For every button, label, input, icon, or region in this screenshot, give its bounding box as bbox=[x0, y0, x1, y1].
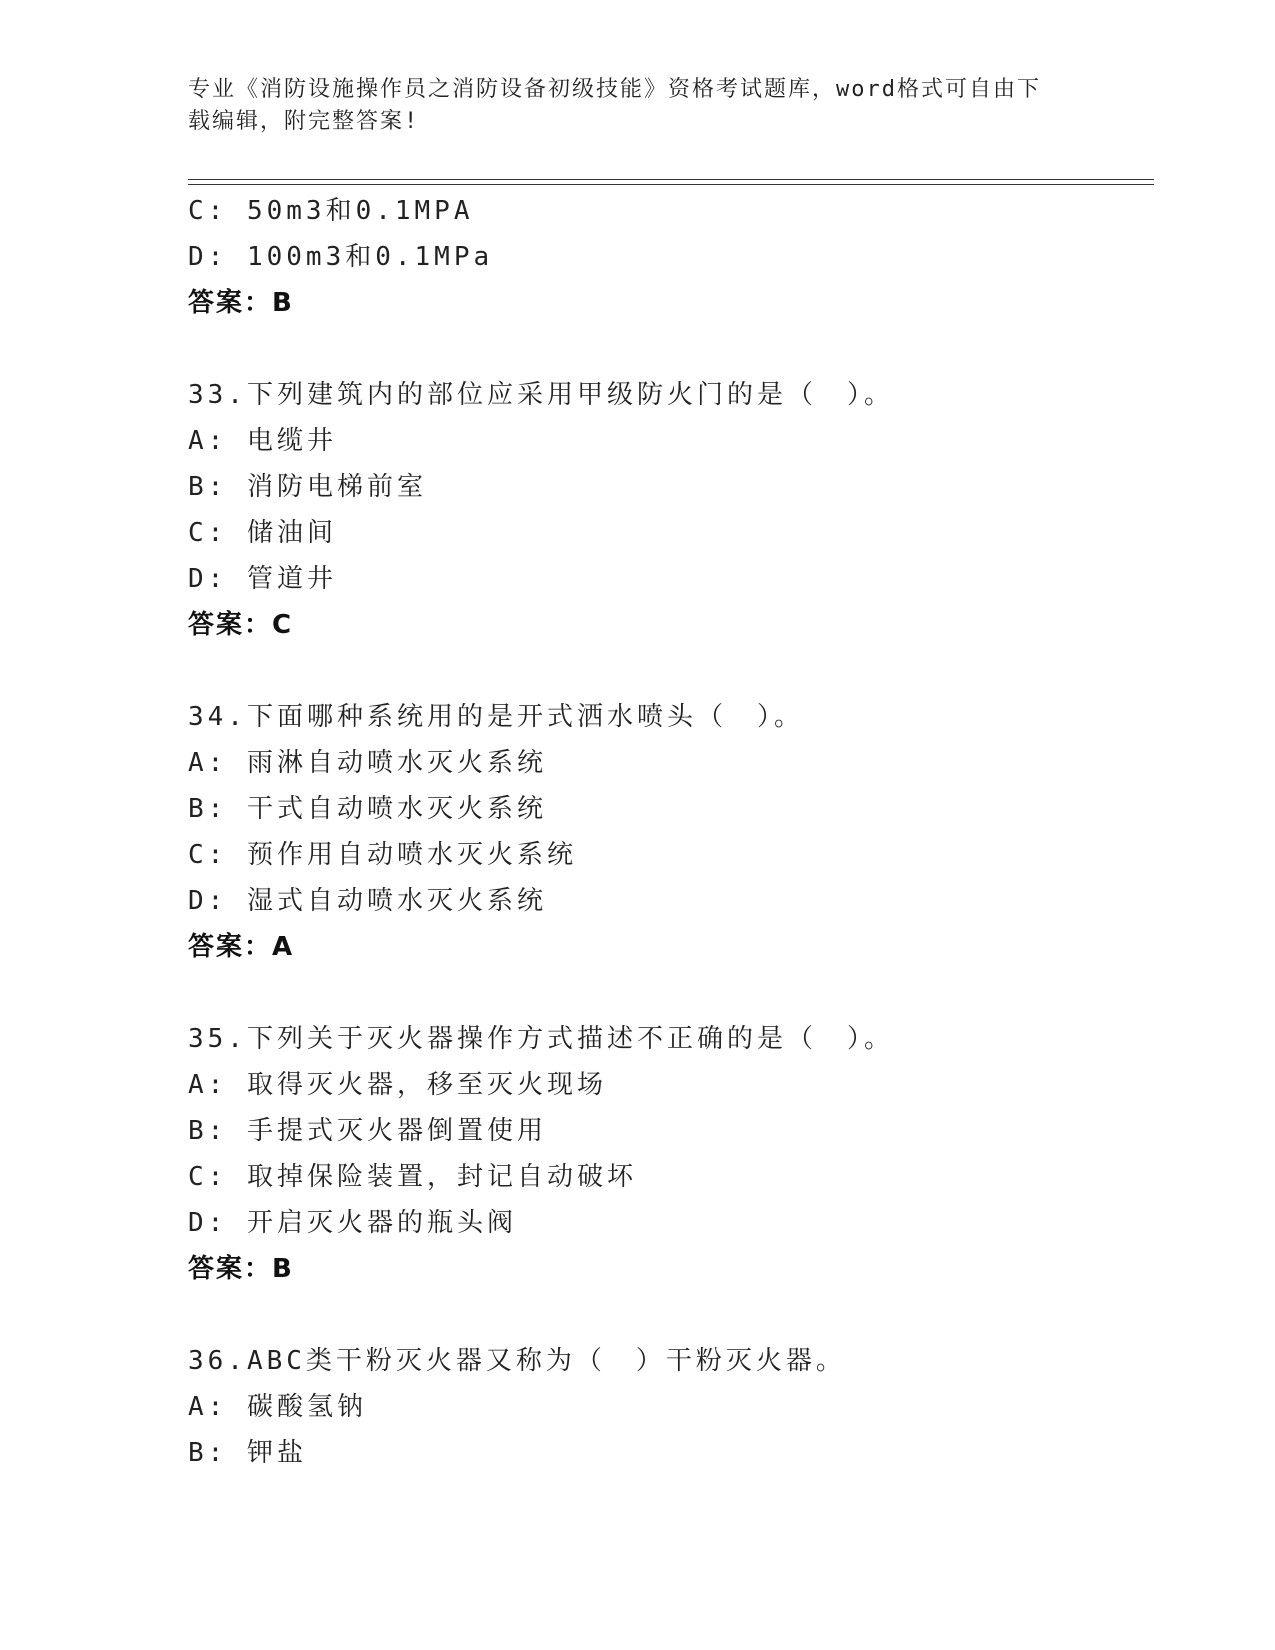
option-c: C: 储油间 bbox=[188, 518, 337, 548]
option-d: D: 开启灭火器的瓶头阀 bbox=[188, 1208, 517, 1238]
question-stem: 34.下面哪种系统用的是开式洒水喷头（ ）。 bbox=[188, 702, 804, 732]
option-a: A: 电缆井 bbox=[188, 426, 337, 456]
answer: 答案：B bbox=[188, 288, 294, 318]
option-b: B: 干式自动喷水灭火系统 bbox=[188, 794, 547, 824]
option-a: A: 取得灭火器，移至灭火现场 bbox=[188, 1070, 607, 1100]
option-d: D: 湿式自动喷水灭火系统 bbox=[188, 886, 547, 916]
option-a: A: 雨淋自动喷水灭火系统 bbox=[188, 748, 547, 778]
document-body bbox=[188, 188, 1154, 1476]
question-36 bbox=[188, 1338, 1154, 1476]
option-c: C: 预作用自动喷水灭火系统 bbox=[188, 840, 577, 870]
header-divider bbox=[188, 179, 1154, 185]
option-c: C: 取掉保险装置，封记自动破坏 bbox=[188, 1162, 637, 1192]
option-b: B: 手提式灭火器倒置使用 bbox=[188, 1116, 547, 1146]
option-b: B: 钾盐 bbox=[188, 1438, 307, 1468]
question-33 bbox=[188, 372, 1154, 648]
question-stem: 35.下列关于灭火器操作方式描述不正确的是（ ）。 bbox=[188, 1024, 894, 1054]
question-34 bbox=[188, 694, 1154, 970]
question-stem: 36.ABC类干粉灭火器又称为（ ）干粉灭火器。 bbox=[188, 1346, 846, 1376]
option-b: B: 消防电梯前室 bbox=[188, 472, 427, 502]
carryover-block bbox=[188, 188, 1154, 326]
page-header bbox=[188, 74, 1088, 138]
option-c: C: 50m3和0.1MPA bbox=[188, 196, 474, 226]
question-stem: 33.下列建筑内的部位应采用甲级防火门的是（ ）。 bbox=[188, 380, 894, 410]
option-d: D: 100m3和0.1MPa bbox=[188, 242, 494, 272]
answer: 答案：B bbox=[188, 1254, 294, 1284]
option-d: D: 管道井 bbox=[188, 564, 337, 594]
answer: 答案：A bbox=[188, 932, 295, 962]
header-line-1: 专业《消防设施操作员之消防设备初级技能》资格考试题库，word格式可自由下 bbox=[188, 77, 1041, 102]
answer: 答案：C bbox=[188, 610, 294, 640]
header-line-2: 载编辑，附完整答案! bbox=[188, 109, 420, 134]
question-35 bbox=[188, 1016, 1154, 1292]
option-a: A: 碳酸氢钠 bbox=[188, 1392, 367, 1422]
